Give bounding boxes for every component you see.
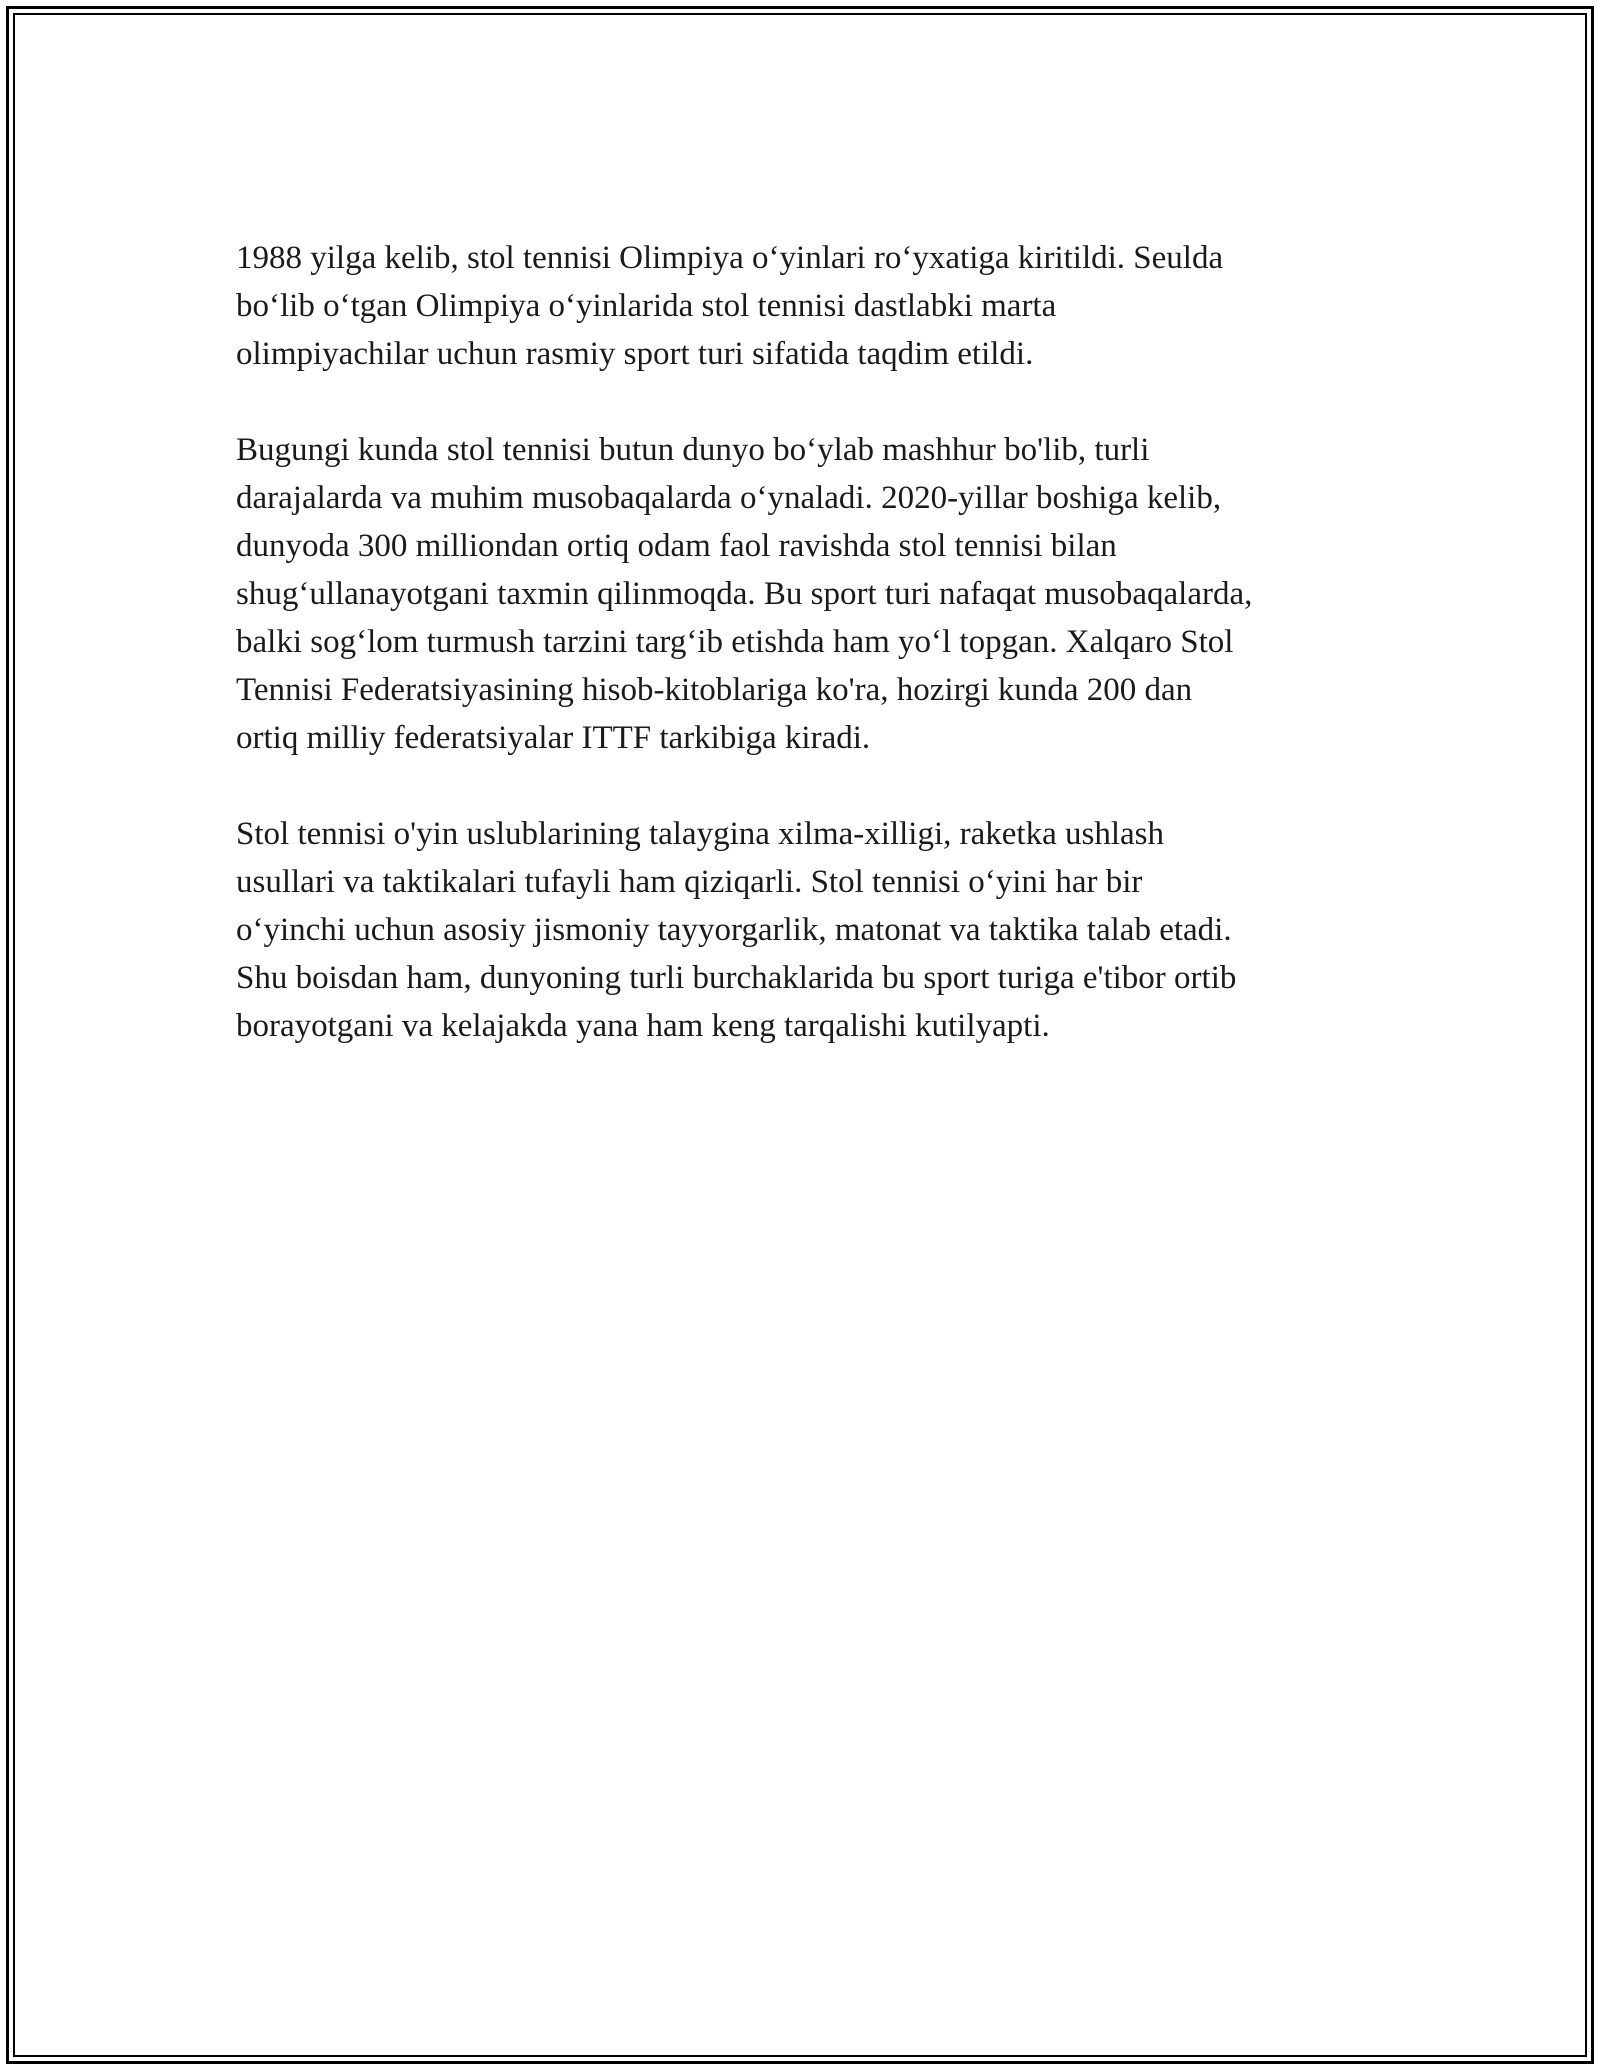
text-line: olimpiyachilar uchun rasmiy sport turi sifatida taqdim etildi. [236, 336, 1034, 372]
document-body [236, 234, 1386, 1098]
text-line: Stol tennisi o'yin uslublarining talaygina xilma-xilligi, raketka ushlash [236, 816, 1164, 852]
paragraph-3 [236, 810, 1386, 1050]
text-line: balki sog‘lom turmush tarzini targ‘ib etishda ham yo‘l topgan. Xalqaro Stol [236, 624, 1234, 660]
text-line: usullari va taktikalari tufayli ham qiziqarli. Stol tennisi o‘yini har bir [236, 864, 1143, 900]
paragraph-1 [236, 234, 1386, 378]
text-line: o‘yinchi uchun asosiy jismoniy tayyorgarlik, matonat va taktika talab etadi. [236, 912, 1232, 948]
text-line: shug‘ullanayotgani taxmin qilinmoqda. Bu sport turi nafaqat musobaqalarda, [236, 576, 1253, 612]
text-line: ortiq milliy federatsiyalar ITTF tarkibiga kiradi. [236, 720, 871, 756]
text-line: dunyoda 300 milliondan ortiq odam faol ravishda stol tennisi bilan [236, 528, 1117, 564]
text-line: 1988 yilga kelib, stol tennisi Olimpiya o‘yinlari ro‘yxatiga kiritildi. Seulda [236, 240, 1224, 276]
text-line: Bugungi kunda stol tennisi butun dunyo bo‘ylab mashhur bo'lib, turli [236, 432, 1150, 468]
text-line: Shu boisdan ham, dunyoning turli burchaklarida bu sport turiga e'tibor ortib [236, 960, 1237, 996]
text-line: darajalarda va muhim musobaqalarda o‘ynaladi. 2020-yillar boshiga kelib, [236, 480, 1222, 516]
text-line: Tennisi Federatsiyasining hisob-kitoblariga ko'ra, hozirgi kunda 200 dan [236, 672, 1193, 708]
paragraph-2 [236, 426, 1386, 762]
text-line: bo‘lib o‘tgan Olimpiya o‘yinlarida stol tennisi dastlabki marta [236, 288, 1057, 324]
text-line: borayotgani va kelajakda yana ham keng tarqalishi kutilyapti. [236, 1008, 1050, 1044]
